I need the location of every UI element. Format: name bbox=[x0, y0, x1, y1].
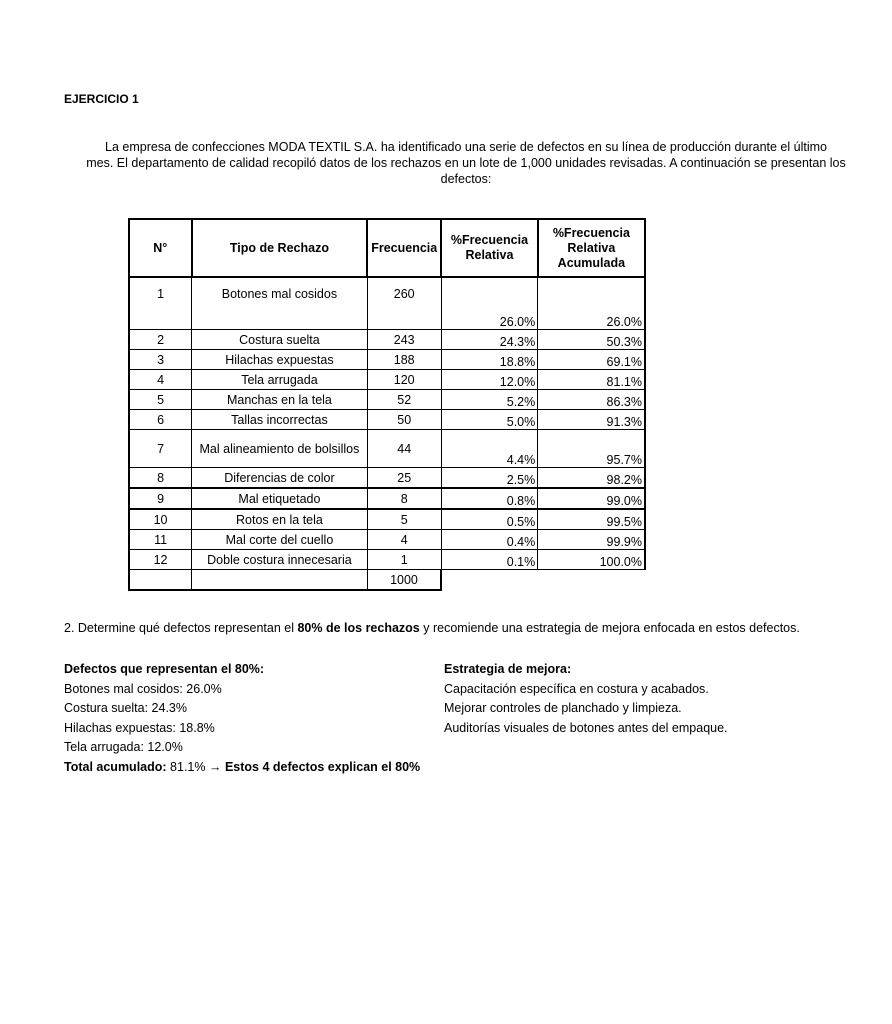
total-blank bbox=[538, 570, 645, 591]
table-row bbox=[129, 468, 645, 489]
cell-relativa: 26.0% bbox=[441, 277, 538, 330]
list-item: Botones mal cosidos: 26.0% bbox=[64, 681, 222, 696]
header-n: N° bbox=[129, 219, 192, 277]
exercise-title: EJERCICIO 1 bbox=[64, 92, 139, 106]
cell-frecuencia: 52 bbox=[367, 390, 441, 410]
cell-acumulada: 26.0% bbox=[538, 277, 645, 330]
total-empty-cell bbox=[129, 570, 192, 591]
cell-relativa: 0.4% bbox=[441, 530, 538, 550]
cell-n: 5 bbox=[129, 390, 192, 410]
cell-frecuencia: 44 bbox=[367, 430, 441, 468]
intro-line-1: La empresa de confecciones MODA TEXTIL S.A. ha identificado una serie de defectos en su línea de producción durante el último bbox=[105, 140, 827, 154]
cell-frecuencia: 25 bbox=[367, 468, 441, 489]
cell-frecuencia: 188 bbox=[367, 350, 441, 370]
list-item: Tela arrugada: 12.0% bbox=[64, 740, 183, 755]
total-value: 81.1% → bbox=[166, 759, 225, 774]
total-empty-cell bbox=[192, 570, 368, 591]
cell-n: 4 bbox=[129, 370, 192, 390]
table-row bbox=[129, 390, 645, 410]
cell-tipo: Diferencias de color bbox=[192, 468, 368, 489]
cell-acumulada: 99.9% bbox=[538, 530, 645, 550]
cell-n: 12 bbox=[129, 550, 192, 570]
cell-relativa: 12.0% bbox=[441, 370, 538, 390]
cell-tipo: Manchas en la tela bbox=[192, 390, 368, 410]
cell-tipo: Tela arrugada bbox=[192, 370, 368, 390]
cell-n: 9 bbox=[129, 488, 192, 509]
table-row bbox=[129, 488, 645, 509]
cell-relativa: 24.3% bbox=[441, 330, 538, 350]
table-row bbox=[129, 410, 645, 430]
cell-acumulada: 50.3% bbox=[538, 330, 645, 350]
strategy-section bbox=[444, 660, 728, 738]
cell-acumulada: 98.2% bbox=[538, 468, 645, 489]
cell-n: 10 bbox=[129, 509, 192, 530]
table-row bbox=[129, 509, 645, 530]
cell-relativa: 0.5% bbox=[441, 509, 538, 530]
cell-frecuencia: 1 bbox=[367, 550, 441, 570]
header-frecuencia: Frecuencia bbox=[367, 219, 441, 277]
cell-acumulada: 91.3% bbox=[538, 410, 645, 430]
intro-line-3: defectos: bbox=[440, 172, 492, 186]
cell-tipo: Mal alineamiento de bolsillos bbox=[192, 430, 368, 468]
question-2-prefix: 2. Determine qué defectos representan el bbox=[64, 621, 298, 635]
list-item: Auditorías visuales de botones antes del empaque. bbox=[444, 720, 728, 735]
cell-acumulada: 81.1% bbox=[538, 370, 645, 390]
total-conclusion: Estos 4 defectos explican el 80% bbox=[224, 759, 421, 774]
cell-n: 8 bbox=[129, 468, 192, 489]
cell-acumulada: 99.5% bbox=[538, 509, 645, 530]
cell-tipo: Doble costura innecesaria bbox=[192, 550, 368, 570]
cell-relativa: 5.0% bbox=[441, 410, 538, 430]
table-row bbox=[129, 350, 645, 370]
question-2-suffix: y recomiende una estrategia de mejora enfocada en estos defectos. bbox=[419, 621, 800, 635]
cell-relativa: 2.5% bbox=[441, 468, 538, 489]
total-accumulated bbox=[64, 758, 420, 778]
list-item: Capacitación específica en costura y acabados. bbox=[444, 681, 709, 696]
intro-paragraph bbox=[40, 139, 892, 187]
cell-relativa: 4.4% bbox=[441, 430, 538, 468]
list-item: Hilachas expuestas: 18.8% bbox=[64, 720, 215, 735]
question-2-bold: 80% de los rechazos bbox=[297, 621, 420, 635]
cell-frecuencia: 243 bbox=[367, 330, 441, 350]
table-row bbox=[129, 530, 645, 550]
cell-n: 11 bbox=[129, 530, 192, 550]
table-row bbox=[129, 330, 645, 350]
cell-tipo: Hilachas expuestas bbox=[192, 350, 368, 370]
defects-80-heading: Defectos que representan el 80%: bbox=[64, 662, 265, 676]
cell-tipo: Mal etiquetado bbox=[192, 488, 368, 509]
defects-table bbox=[128, 218, 646, 591]
list-item: Mejorar controles de planchado y limpieza. bbox=[444, 701, 682, 716]
cell-acumulada: 69.1% bbox=[538, 350, 645, 370]
header-frecuencia-relativa: %Frecuencia Relativa bbox=[441, 219, 538, 277]
cell-frecuencia: 4 bbox=[367, 530, 441, 550]
cell-n: 7 bbox=[129, 430, 192, 468]
table-header-row bbox=[129, 219, 645, 277]
cell-acumulada: 99.0% bbox=[538, 488, 645, 509]
cell-acumulada: 86.3% bbox=[538, 390, 645, 410]
total-label: Total acumulado: bbox=[64, 759, 167, 774]
cell-tipo: Costura suelta bbox=[192, 330, 368, 350]
cell-frecuencia: 5 bbox=[367, 509, 441, 530]
cell-acumulada: 100.0% bbox=[538, 550, 645, 570]
cell-frecuencia: 50 bbox=[367, 410, 441, 430]
total-frecuencia: 1000 bbox=[367, 570, 441, 591]
cell-tipo: Mal corte del cuello bbox=[192, 530, 368, 550]
list-item: Costura suelta: 24.3% bbox=[64, 701, 187, 716]
cell-relativa: 18.8% bbox=[441, 350, 538, 370]
defects-80-section bbox=[64, 660, 420, 778]
total-row bbox=[129, 570, 645, 591]
cell-n: 1 bbox=[129, 277, 192, 330]
cell-frecuencia: 120 bbox=[367, 370, 441, 390]
table-row bbox=[129, 430, 645, 468]
cell-frecuencia: 8 bbox=[367, 488, 441, 509]
cell-acumulada: 95.7% bbox=[538, 430, 645, 468]
table-row bbox=[129, 277, 645, 330]
cell-tipo: Tallas incorrectas bbox=[192, 410, 368, 430]
cell-n: 2 bbox=[129, 330, 192, 350]
table-row bbox=[129, 370, 645, 390]
cell-relativa: 0.1% bbox=[441, 550, 538, 570]
strategy-heading: Estrategia de mejora: bbox=[444, 662, 572, 676]
cell-n: 3 bbox=[129, 350, 192, 370]
cell-tipo: Botones mal cosidos bbox=[192, 277, 368, 330]
header-tipo: Tipo de Rechazo bbox=[192, 219, 368, 277]
header-frecuencia-acumulada: %Frecuencia Relativa Acumulada bbox=[538, 219, 645, 277]
cell-relativa: 5.2% bbox=[441, 390, 538, 410]
table-row bbox=[129, 550, 645, 570]
cell-tipo: Rotos en la tela bbox=[192, 509, 368, 530]
question-2 bbox=[64, 621, 800, 635]
intro-line-2: mes. El departamento de calidad recopiló datos de los rechazos en un lote de 1,000 unidades revisadas. A continuación se presentan los bbox=[86, 156, 846, 170]
cell-relativa: 0.8% bbox=[441, 488, 538, 509]
total-blank bbox=[441, 570, 538, 591]
cell-frecuencia: 260 bbox=[367, 277, 441, 330]
cell-n: 6 bbox=[129, 410, 192, 430]
